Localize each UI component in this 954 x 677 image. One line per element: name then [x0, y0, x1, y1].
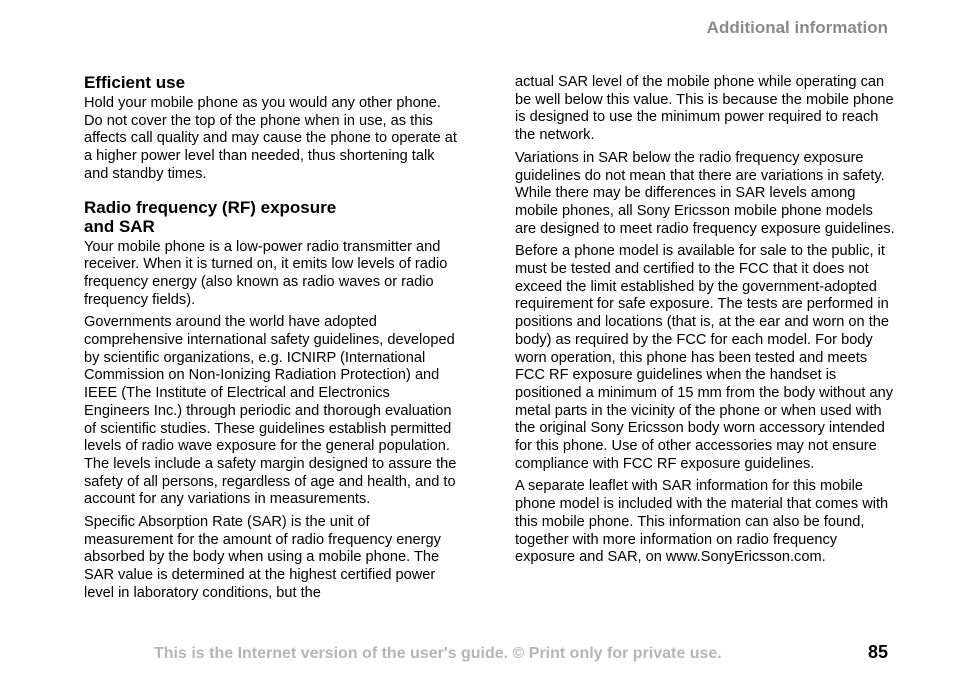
paragraph-fcc-testing: Before a phone model is available for sale to the public, it must be tested and certified to the FCC that it does not exceed the limit established by the government-adopted requirement for safe exposure. The tests are performed in positions and locations (that is, at the ear and worn on the body) as required by the FCC for each model. For body worn operation, this phone has been tested and meets FCC RF exposure guidelines when the handset is positioned a minimum of 15 mm from the body without any metal parts in the vicinity of the phone or when used with the original Sony Ericsson body worn accessory intended for this phone. Use of other accessories may not ensure compliance with FCC RF exposure guidelines. [515, 243, 893, 472]
paragraph-actual-sar: actual SAR level of the mobile phone while operating can be well below this value. This is because the mobile phone is designed to use the minimum power required to reach the network. [515, 74, 894, 144]
heading-rf-exposure [84, 198, 459, 236]
paragraph-sar-leaflet: A separate leaflet with SAR information for this mobile phone model is included with the material that comes with this mobile phone. This information can also be found, together with more information on radio frequency exposure and SAR, on www.SonyEricsson.com. [515, 478, 889, 566]
paragraph-sar-variations: Variations in SAR below the radio frequency exposure guidelines do not mean that there are variations in safety. While there may be differences in SAR levels among mobile phones, all Sony Ericsson mobile phone models are designed to meet radio frequency exposure guidelines. [515, 149, 895, 237]
footer-notice: This is the Internet version of the user's guide. © Print only for private use. [154, 645, 722, 662]
paragraph-transmitter: Your mobile phone is a low-power radio transmitter and receiver. When it is turned on, it emits low levels of radio frequency energy (also known as radio waves or radio frequency fields). [84, 238, 448, 308]
heading-rf-line-2: and SAR [84, 216, 155, 236]
paragraph-efficient-use: Hold your mobile phone as you would any other phone. Do not cover the top of the phone when in use, as this affects call quality and may cause the phone to operate at a higher power level than needed, thus shortening talk and standby times. [84, 95, 457, 182]
heading-efficient-use: Efficient use [84, 73, 186, 92]
page-number: 85 [867, 642, 888, 662]
right-column [515, 74, 895, 572]
heading-rf-line-1: Radio frequency (RF) exposure [84, 197, 337, 217]
section-title: Additional information [706, 18, 888, 37]
paragraph-guidelines: Governments around the world have adopted comprehensive international safety guidelines, developed by scientific organizations, e.g. ICNIRP (International Commission on Non-Ionizing Radiation Protection) and IEEE (The Institute of Electrical and Electronics Engineers Inc.) through periodic and thorough evaluation of scientific studies. These guidelines establish permitted levels of radio wave exposure for the general population. The levels include a safety margin designed to assure the safety of all persons, regardless of age and health, and to account for any variations in measurements. [84, 314, 457, 508]
paragraph-sar-definition: Specific Absorption Rate (SAR) is the unit of measurement for the amount of radio frequency energy absorbed by the body when using a mobile phone. The SAR value is determined at the highest certified power level in laboratory conditions, but the [84, 514, 441, 601]
left-column [84, 73, 459, 608]
